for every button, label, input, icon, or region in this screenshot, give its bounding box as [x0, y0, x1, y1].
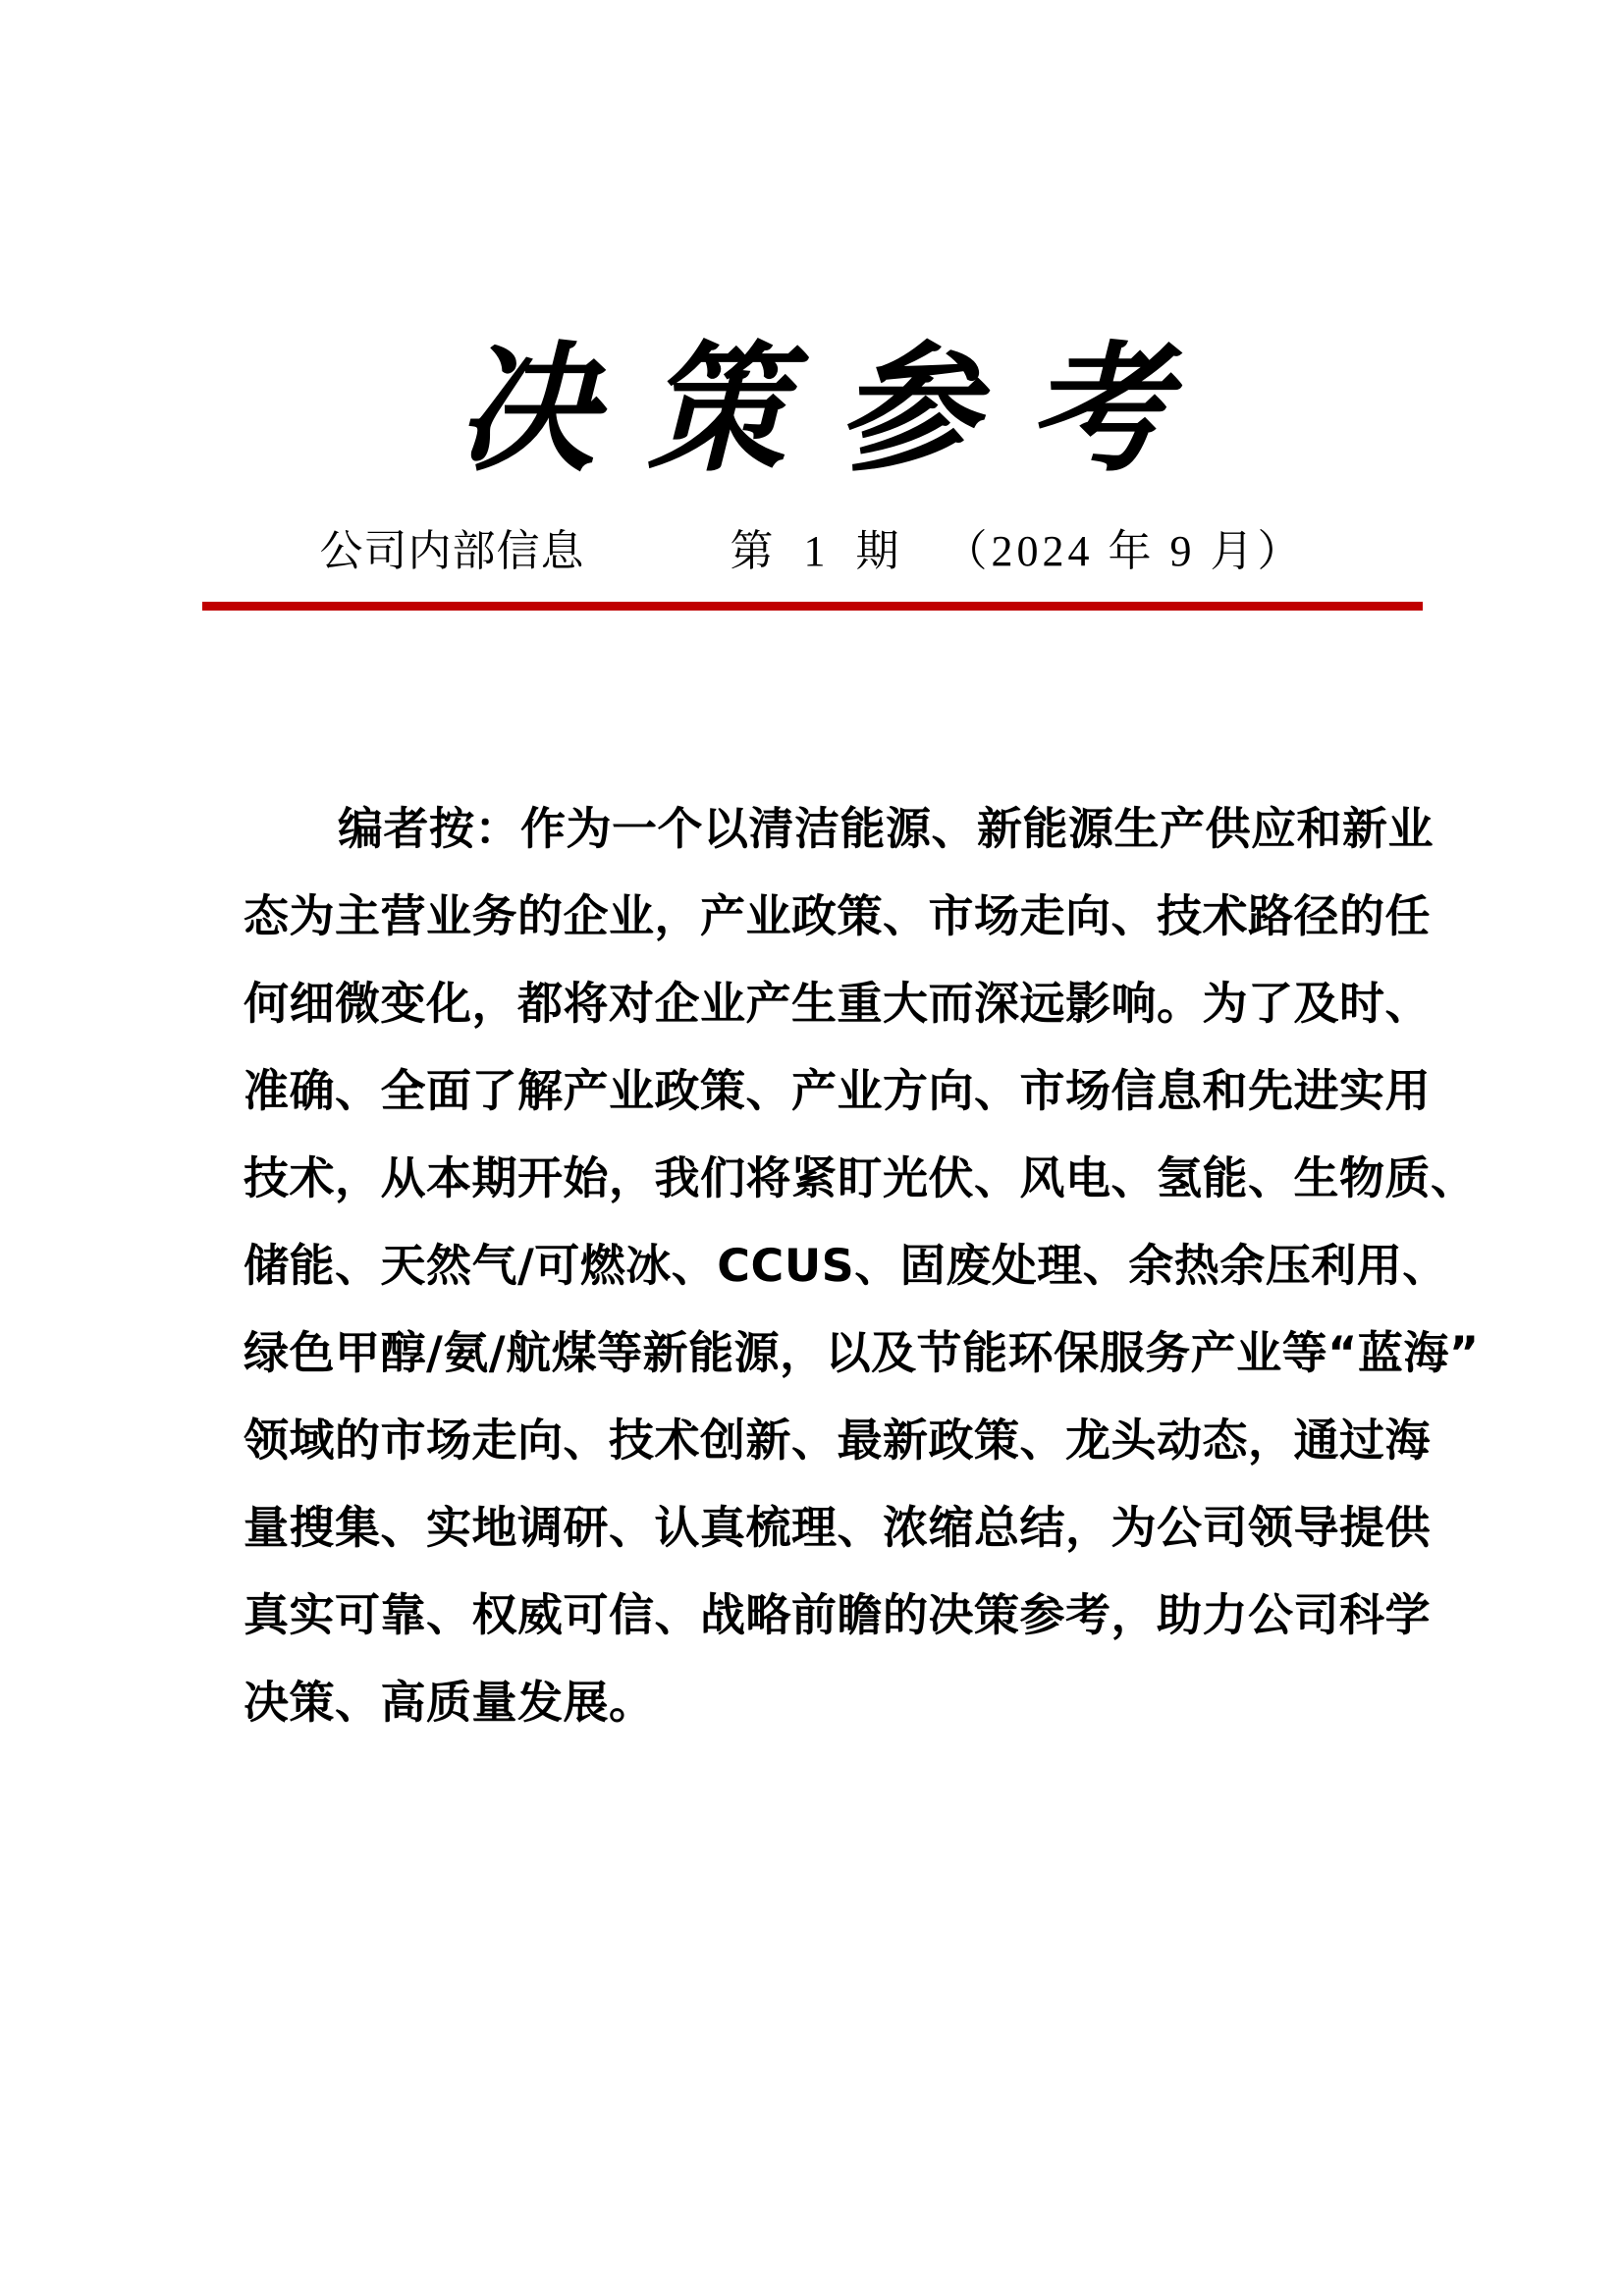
paragraph-line: 真实可靠、权威可信、战略前瞻的决策参考，助力公司科学	[244, 1588, 1431, 1641]
paragraph-line: 量搜集、实地调研、认真梳理、浓缩总结，为公司领导提供	[244, 1501, 1431, 1554]
paragraph-line: 决策、高质量发展。	[244, 1676, 655, 1729]
paragraph-line: 领域的市场走向、技术创新、最新政策、龙头动态，通过海	[244, 1414, 1431, 1467]
issue-date-label: （2024 年 9 月）	[944, 527, 1305, 575]
red-divider-rule	[202, 602, 1423, 611]
masthead-subtitle-row	[0, 523, 1624, 580]
paragraph-line: 态为主营业务的企业，产业政策、市场走向、技术路径的任	[244, 889, 1431, 942]
editors-note-paragraph	[244, 785, 1480, 1746]
internal-info-label: 公司内部信息	[319, 527, 585, 575]
paragraph-line: 编者按：作为一个以清洁能源、新能源生产供应和新业	[338, 802, 1434, 855]
paragraph-line: 准确、全面了解产业政策、产业方向、市场信息和先进实用	[244, 1064, 1431, 1117]
publication-title: 决策参考	[457, 328, 1218, 491]
paragraph-line: 储能、天然气/可燃冰、CCUS、固废处理、余热余压利用、	[244, 1239, 1448, 1292]
paragraph-line: 绿色甲醇/氨/航煤等新能源，以及节能环保服务产业等“蓝海”	[244, 1326, 1480, 1379]
paragraph-line: 何细微变化，都将对企业产生重大而深远影响。为了及时、	[244, 977, 1431, 1030]
issue-number-label: 第 1 期	[730, 527, 909, 575]
paragraph-line: 技术，从本期开始，我们将紧盯光伏、风电、氢能、生物质、	[244, 1151, 1477, 1204]
masthead	[0, 0, 1624, 611]
